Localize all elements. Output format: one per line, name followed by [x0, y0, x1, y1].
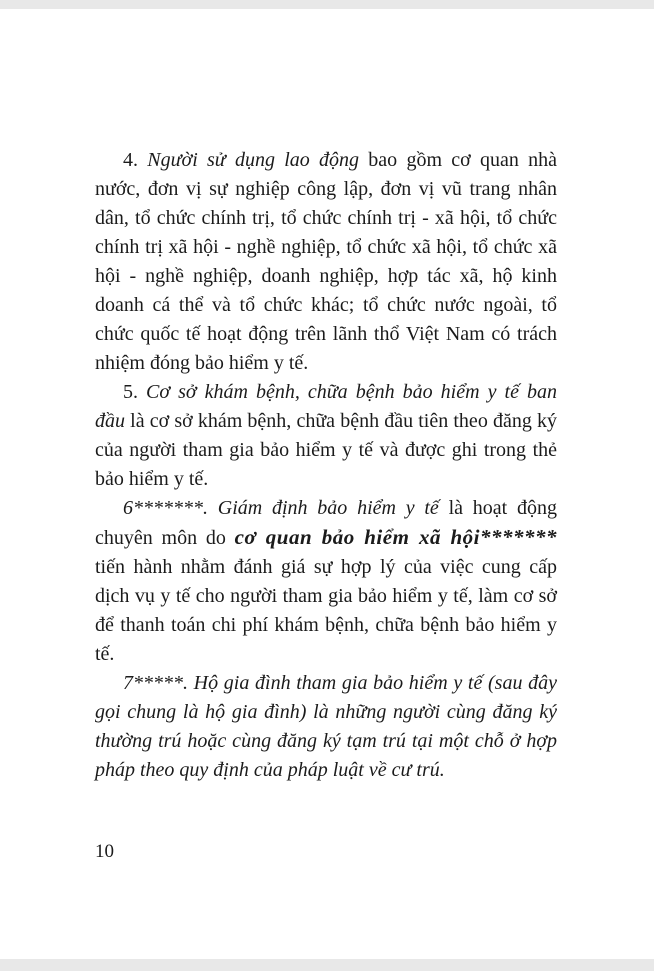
- photo-edge-bottom: [0, 959, 654, 971]
- text-run: 5.: [123, 381, 147, 403]
- paragraph: [95, 669, 557, 785]
- text-run: 6*******. Giám định bảo hiểm y tế: [123, 497, 449, 519]
- photo-edge-top: [0, 0, 654, 9]
- text-run: là cơ sở khám bệnh, chữa bệnh đầu tiên theo đăng ký của người tham gia bảo hiểm y tế và được ghi trong thẻ bảo hiểm y tế.: [95, 410, 557, 490]
- paragraph: [95, 494, 557, 669]
- page-number: 10: [95, 841, 114, 862]
- body-text: [95, 146, 557, 785]
- text-run: tiến hành nhằm đánh giá sự hợp lý của việc cung cấp dịch vụ y tế cho người tham gia bảo hiểm y tế, làm cơ sở để thanh toán chi phí khám bệnh, chữa bệnh bảo hiểm y tế.: [95, 556, 557, 665]
- text-run: 7*****. Hộ gia đình tham gia bảo hiểm y tế (sau đây gọi chung là hộ gia đình) là những người cùng đăng ký thường trú hoặc cùng đăng ký tạm trú tại một chỗ ở hợp pháp theo quy định của pháp luật về cư trú.: [95, 672, 557, 781]
- text-run: cơ quan bảo hiểm xã hội*******: [234, 525, 557, 549]
- text-run: bao gồm cơ quan nhà nước, đơn vị sự nghiệp công lập, đơn vị vũ trang nhân dân, tổ chức chính trị, tổ chức chính trị - xã hội, tổ chức chính trị xã hội - nghề nghiệp, tổ chức xã hội, tổ chức xã hội - nghề nghiệp, doanh nghiệp, hợp tác xã, hộ kinh doanh cá thể và tổ chức khác; tổ chức nước ngoài, tổ chức quốc tế hoạt động trên lãnh thổ Việt Nam có trách nhiệm đóng bảo hiểm y tế.: [95, 149, 558, 374]
- paragraph: [95, 378, 557, 494]
- text-run: Người sử dụng lao động: [147, 149, 360, 171]
- text-run: Cơ sở khám bệnh, chữa bệnh bảo hiểm y tế ban đầu: [95, 381, 557, 432]
- text-run: 4.: [123, 149, 148, 171]
- text-run: là hoạt động chuyên môn do: [95, 497, 558, 549]
- paragraph: [95, 146, 557, 378]
